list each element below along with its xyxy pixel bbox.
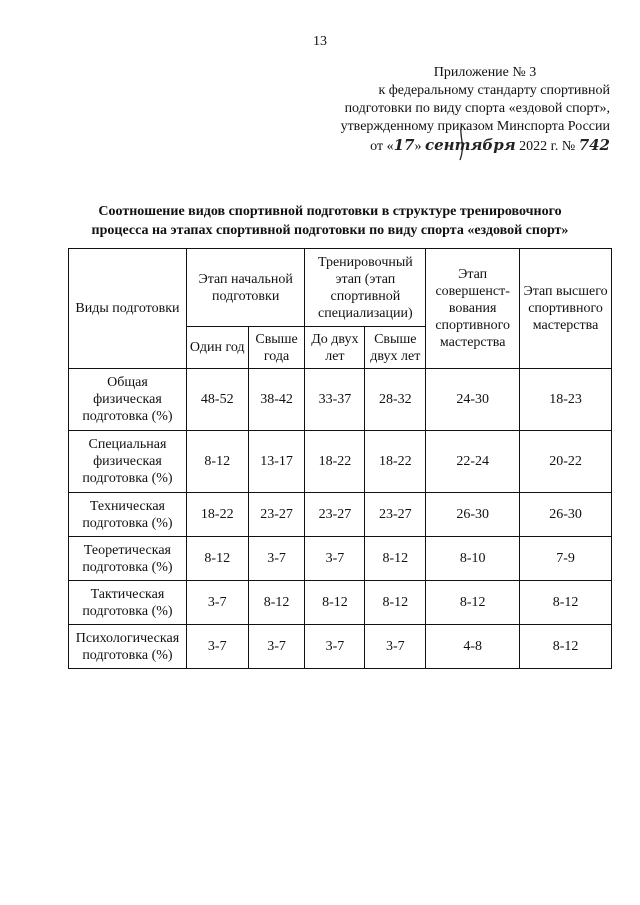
value-cell: 33-37 [305, 369, 365, 431]
document-title [60, 202, 600, 240]
value-cell: 20-22 [520, 431, 612, 493]
value-cell: 8-10 [426, 537, 520, 581]
value-cell: 22-24 [426, 431, 520, 493]
value-cell: 13-17 [248, 431, 305, 493]
table-row [69, 537, 612, 581]
value-cell: 38-42 [248, 369, 305, 431]
page-number: 13 [313, 34, 327, 49]
value-cell: 8-12 [426, 581, 520, 625]
subheader-up-to-two-years: До двух лет [305, 327, 365, 369]
subheader-one-year: Один год [186, 327, 248, 369]
order-number: 742 [578, 136, 610, 154]
value-cell: 8-12 [365, 581, 426, 625]
value-cell: 8-12 [248, 581, 305, 625]
subheader-over-year: Свыше года [248, 327, 305, 369]
value-cell: 3-7 [365, 625, 426, 669]
table-row [69, 431, 612, 493]
subheader-over-two-years: Свыше двух лет [365, 327, 426, 369]
value-cell: 23-27 [305, 493, 365, 537]
col-header-stage-highest: Этап высшего спортивного мастерства [520, 249, 612, 369]
value-cell: 8-12 [520, 625, 612, 669]
order-day: 17 [393, 136, 415, 154]
order-month: сентября [424, 136, 516, 154]
training-ratio-table [68, 248, 612, 669]
value-cell: 26-30 [520, 493, 612, 537]
col-header-stage-training: Тренировочный этап (этап спортивной специализации) [305, 249, 426, 327]
appendix-order-date: от «17» сентября 2022 г. № 742 [370, 136, 610, 154]
training-type-cell: Тактическая подготовка (%) [69, 581, 187, 625]
value-cell: 3-7 [248, 537, 305, 581]
value-cell: 3-7 [248, 625, 305, 669]
value-cell: 28-32 [365, 369, 426, 431]
table-row [69, 369, 612, 431]
value-cell: 48-52 [186, 369, 248, 431]
training-type-cell: Общая физическая подготовка (%) [69, 369, 187, 431]
value-cell: 23-27 [248, 493, 305, 537]
table-body [69, 369, 612, 669]
value-cell: 4-8 [426, 625, 520, 669]
value-cell: 18-22 [305, 431, 365, 493]
appendix-line-2: к федеральному стандарту спортивной [378, 83, 610, 98]
value-cell: 18-22 [365, 431, 426, 493]
appendix-line-4: утвержденному приказом Минспорта России [340, 119, 610, 134]
table-row [69, 625, 612, 669]
value-cell: 3-7 [186, 625, 248, 669]
handwritten-stroke [448, 120, 478, 164]
title-line-2: процесса на этапах спортивной подготовки по виду спорта «ездовой спорт» [91, 223, 569, 238]
table-row [69, 493, 612, 537]
col-header-stage-initial: Этап начальной подготовки [186, 249, 305, 327]
value-cell: 8-12 [186, 431, 248, 493]
value-cell: 18-22 [186, 493, 248, 537]
training-type-cell: Теоретическая подготовка (%) [69, 537, 187, 581]
table-row [69, 581, 612, 625]
value-cell: 3-7 [305, 537, 365, 581]
value-cell: 24-30 [426, 369, 520, 431]
value-cell: 3-7 [305, 625, 365, 669]
value-cell: 7-9 [520, 537, 612, 581]
value-cell: 8-12 [365, 537, 426, 581]
training-type-cell: Техническая подготовка (%) [69, 493, 187, 537]
col-header-types: Виды подготовки [69, 249, 187, 369]
title-line-1: Соотношение видов спортивной подготовки в структуре тренировочного [98, 204, 562, 219]
value-cell: 8-12 [305, 581, 365, 625]
value-cell: 18-23 [520, 369, 612, 431]
appendix-title: Приложение № 3 [433, 65, 537, 80]
table-header-row [69, 249, 612, 327]
value-cell: 8-12 [520, 581, 612, 625]
training-type-cell: Психологическая подготовка (%) [69, 625, 187, 669]
value-cell: 26-30 [426, 493, 520, 537]
value-cell: 8-12 [186, 537, 248, 581]
appendix-line-3: подготовки по виду спорта «ездовой спорт», [344, 101, 610, 116]
value-cell: 3-7 [186, 581, 248, 625]
training-type-cell: Специальная физическая подготовка (%) [69, 431, 187, 493]
col-header-stage-improvement: Этап совершенст-вования спортивного мастерства [426, 249, 520, 369]
value-cell: 23-27 [365, 493, 426, 537]
